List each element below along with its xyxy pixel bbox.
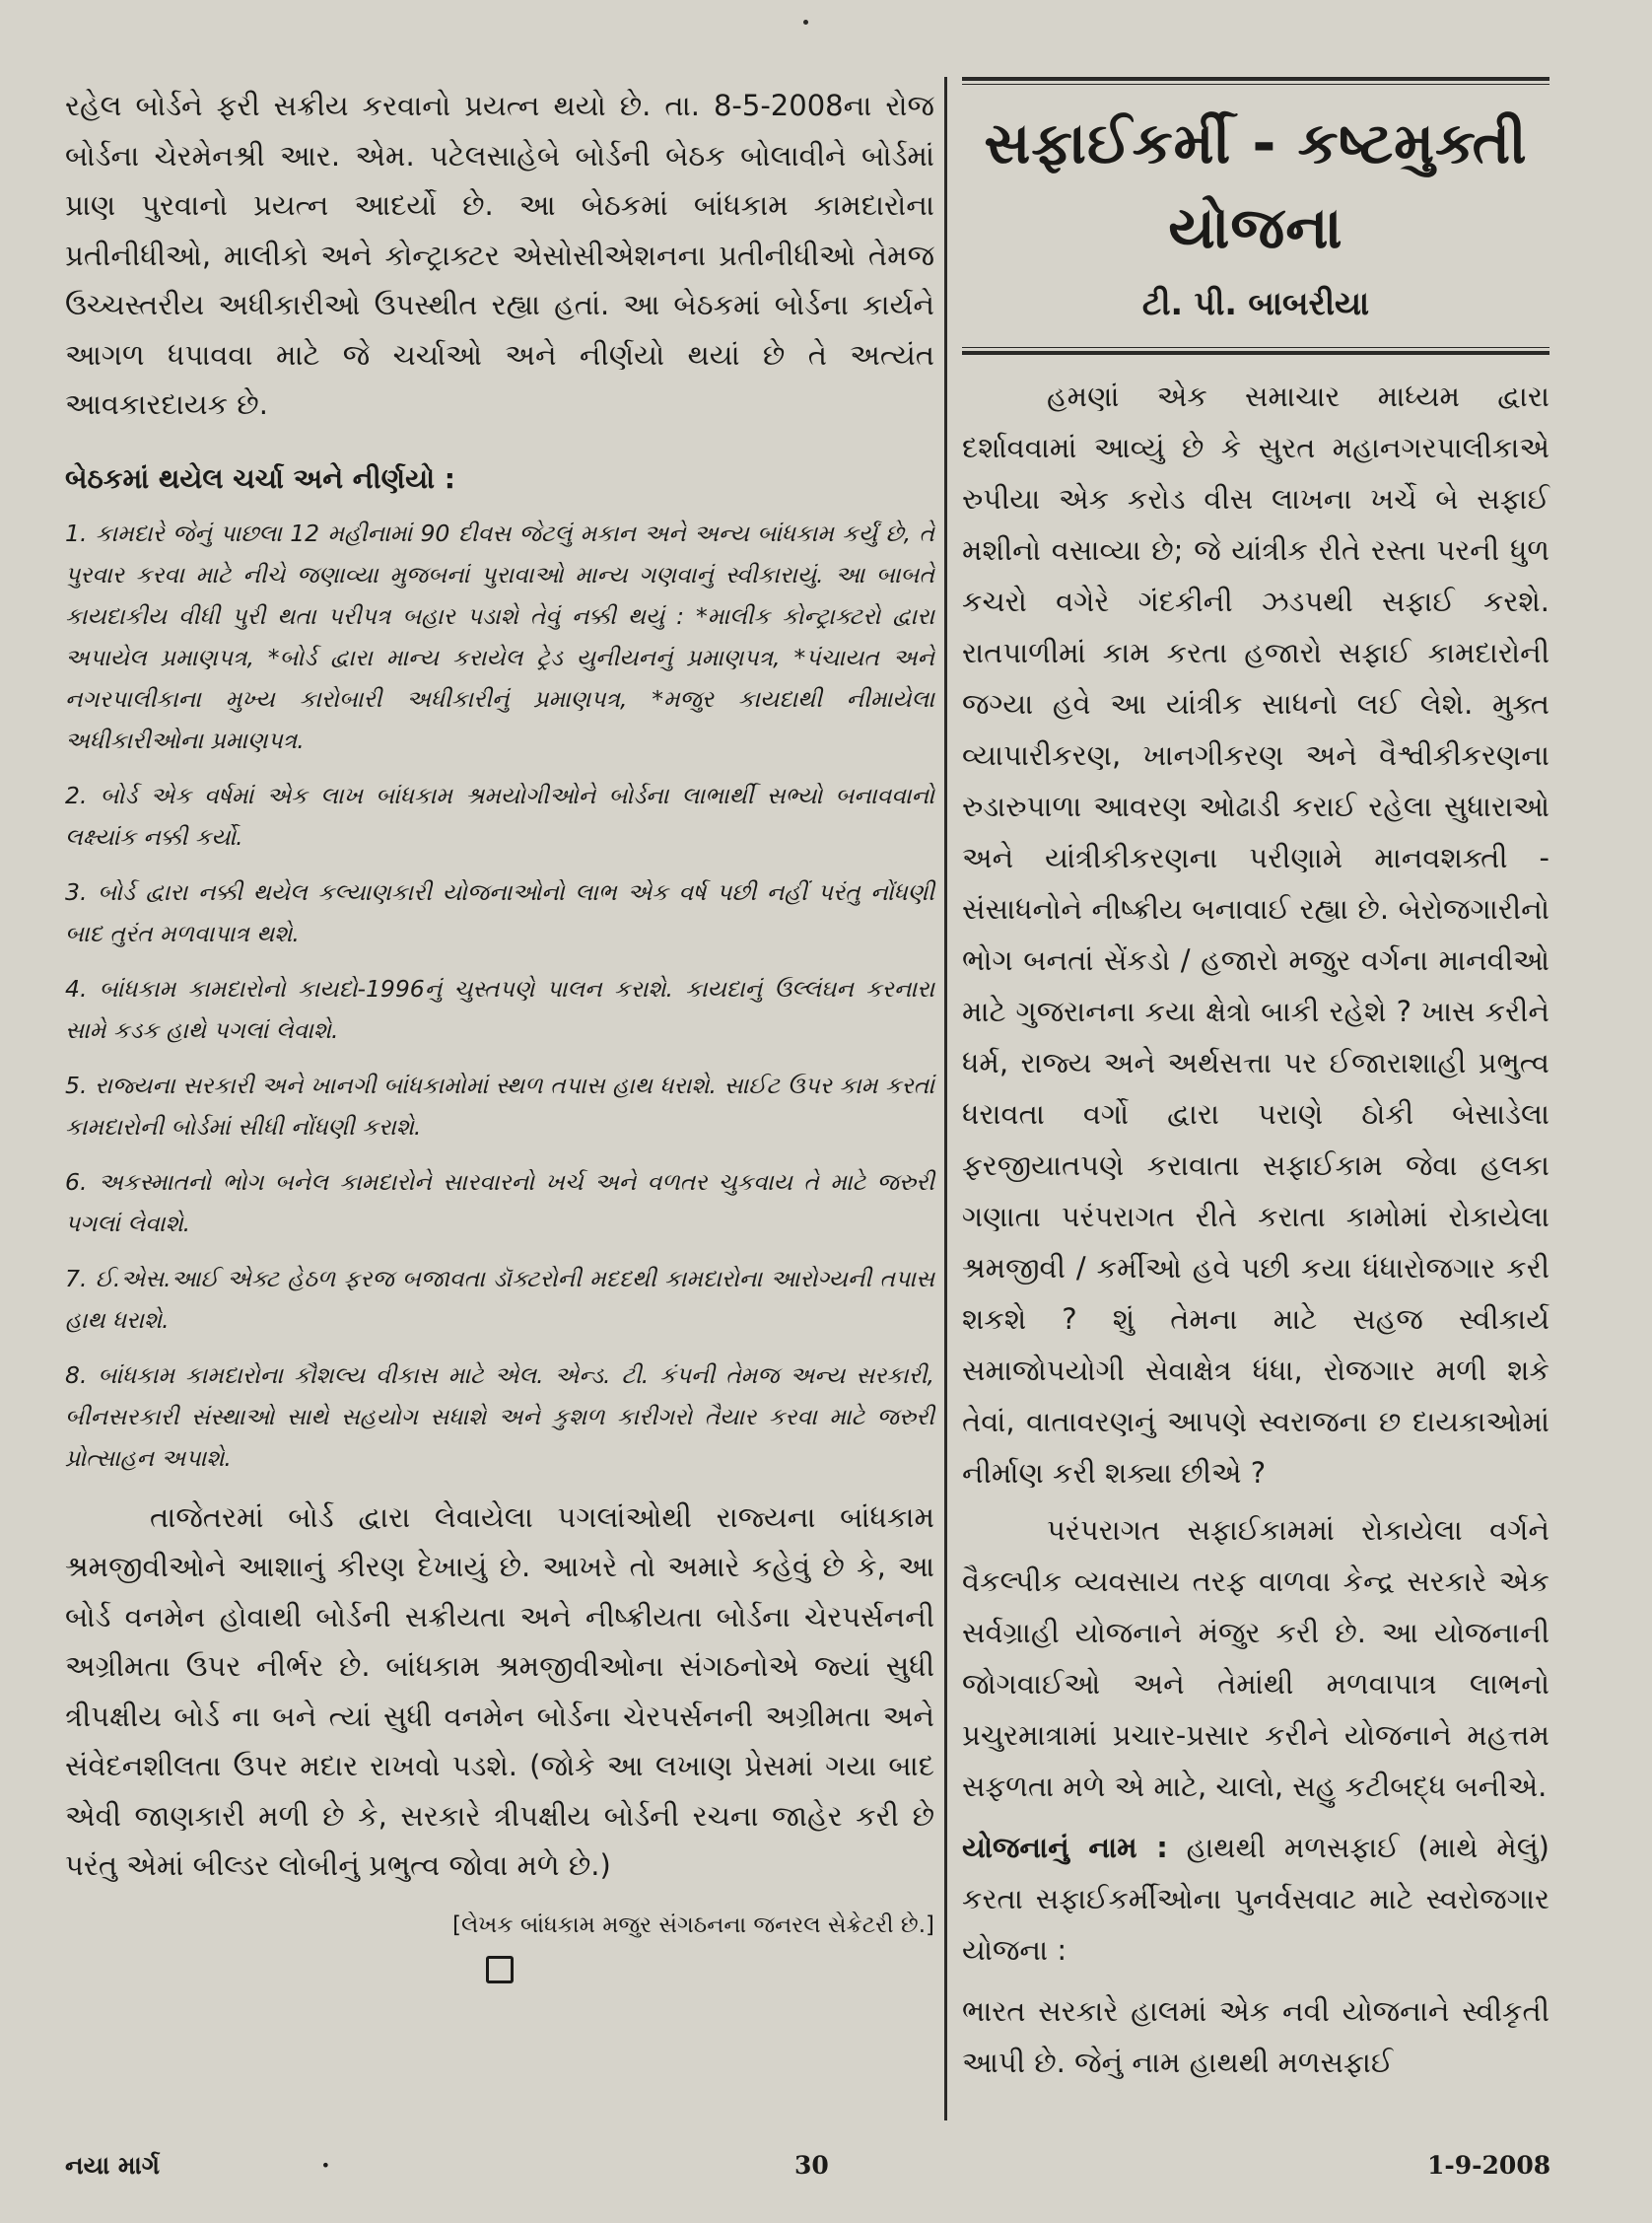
list-item: 2. બોર્ડ એક વર્ષમાં એક લાખ બાંધકામ શ્રમયોગીઓને બોર્ડના લાભાર્થી સભ્યો બનાવવાનો લક્ષ્યાંક નક્કી કર્યો.: [65, 781, 934, 851]
closing-paragraph: તાજેતરમાં બોર્ડ દ્વારા લેવાયેલા પગલાંઓથી રાજ્યના બાંધકામ શ્રમજીવીઓને આશાનું કીરણ દેખાયું છે. આખરે તો અમારે કહેવું છે કે, આ બોર્ડ વનમેન હોવાથી બોર્ડની સક્રીયતા અને નીષ્ક્રીયતા બોર્ડના ચેરપર્સનની અગ્રીમતા ઉપર નીર્ભર છે. બાંધકામ શ્રમજીવીઓના સંગઠનોએ જ્યાં સુધી ત્રીપક્ષીય બોર્ડ ના બને ત્યાં સુધી વનમેન બોર્ડના ચેરપર્સનની અગ્રીમતા અને સંવેદનશીલતા ઉપર મદાર રાખવો પડશે. (જોકે આ લખાણ પ્રેસમાં ગયા બાદ એવી જાણકારી મળી છે કે, સરકારે ત્રીપક્ષીય બોર્ડની રચના જાહેર કરી છે પરંતુ એમાં બીલ્ડર લોબીનું પ્રભુત્વ જોવા મળે છે.): [65, 1499, 934, 1882]
list-item: 6. અકસ્માતનો ભોગ બનેલ કામદારોને સારવારનો ખર્ચ અને વળતર ચુકવાય તે માટે જરુરી પગલાં લેવાશે.: [65, 1167, 934, 1237]
title-rule-top: [962, 77, 1549, 81]
footer-publication: નયા માર્ગ: [65, 2151, 160, 2180]
footer-page-number: 30: [794, 2151, 829, 2180]
list-item: 5. રાજ્યના સરકારી અને ખાનગી બાંધકામોમાં સ્થળ તપાસ હાથ ધરાશે. સાઈટ ઉપર કામ કરતાં કામદારોની બોર્ડમાં સીધી નોંધણી કરાશે.: [65, 1071, 934, 1141]
list-item: 7. ઈ.એસ.આઈ એક્ટ હેઠળ ફરજ બજાવતા ડૉક્ટરોની મદદથી કામદારોના આરોગ્યની તપાસ હાથ ધરાશે.: [65, 1264, 934, 1334]
footer-dot: ·: [321, 2151, 330, 2180]
article-paragraph: ભારત સરકારે હાલમાં એક નવી યોજનાને સ્વીકૃતી આપી છે. જેનું નામ હાથથી મળસફાઈ: [962, 1994, 1549, 2079]
list-item: 1. કામદારે જેનું પાછલા 12 મહીનામાં 90 દીવસ જેટલું મકાન અને અન્ય બાંધકામ કર્યું છે, તે પુરવાર કરવા માટે નીચે જણાવ્યા મુજબનાં પુરાવાઓ માન્ય ગણવાનું સ્વીકારાયું. આ બાબતે કાયદાકીય વીધી પુરી થતા પરીપત્ર બહાર પડાશે તેવું નક્કી થયું : *માલીક કોન્ટ્રાક્ટરો દ્વારા અપાયેલ પ્રમાણપત્ર, *બોર્ડ દ્વારા માન્ય કરાયેલ ટ્રેડ યુનીયનનું પ્રમાણપત્ર, *પંચાયત અને નગરપાલીકાના મુખ્ય કારોબારી અધીકારીનું પ્રમાણપત્ર, *મજુર કાયદાથી નીમાયેલા અધીકારીઓના પ્રમાણપત્ર.: [65, 519, 934, 754]
footer-date: 1-9-2008: [1427, 2151, 1551, 2180]
intro-paragraph: રહેલ બોર્ડને ફરી સક્રીય કરવાનો પ્રયત્ન થયો છે. તા. 8-5-2008ના રોજ બોર્ડના ચેરમેનશ્રી આર. એમ. પટેલસાહેબે બોર્ડની બેઠક બોલાવીને બોર્ડમાં પ્રાણ પુરવાનો પ્રયત્ન આદર્યો છે. આ બેઠકમાં બાંધકામ કામદારોના પ્રતીનીધીઓ, માલીકો અને કોન્ટ્રાક્ટર એસોસીએશનના પ્રતીનીધીઓ તેમજ ઉચ્ચસ્તરીય અધીકારીઓ ઉપસ્થીત રહ્યા હતાં. આ બેઠકમાં બોર્ડના કાર્યને આગળ ધપાવવા માટે જે ચર્ચાઓ અને નીર્ણયો થયાં છે તે અત્યંત આવકારદાયક છે.: [65, 89, 934, 421]
top-dot: [803, 20, 808, 25]
right-column: [962, 77, 1549, 2088]
list-item: 4. બાંધકામ કામદારોનો કાયદો-1996નું ચુસ્તપણે પાલન કરાશે. કાયદાનું ઉલ્લંઘન કરનારા સામે કડક હાથે પગલાં લેવાશે.: [65, 974, 934, 1044]
title-rule-bottom: [962, 351, 1549, 355]
scheme-name: [962, 1822, 1549, 1976]
title-line-1: સફાઈકર્મી - કષ્ટમુક્તી: [984, 109, 1528, 176]
end-mark-icon: [486, 1956, 514, 1983]
author-note: [લેખક બાંધકામ મજુર સંગઠનના જનરલ સેક્રેટરી છે.]: [452, 1911, 934, 1938]
title-rule-top-thin: [962, 84, 1549, 85]
section-heading: બેઠકમાં થયેલ ચર્ચા અને નીર્ણયો :: [65, 461, 455, 495]
title-rule-bottom-thin: [962, 347, 1549, 348]
column-divider: [944, 77, 947, 2120]
title-line-2: યોજના: [1168, 194, 1343, 261]
article-author: ટી. પી. બાબરીયા: [1141, 284, 1370, 322]
list-item: 3. બોર્ડ દ્વારા નક્કી થયેલ કલ્યાણકારી યોજનાઓનો લાભ એક વર્ષ પછી નહીં પરંતુ નોંધણી બાદ તુરંત મળવાપાત્ર થશે.: [65, 877, 934, 947]
scheme-label: યોજનાનું નામ :: [962, 1831, 1168, 1864]
decision-list: [65, 513, 934, 1479]
article-title: [962, 101, 1549, 270]
left-column: [65, 81, 934, 1983]
scheme-text: હાથથી મળસફાઈ (માથે મેલું) કરતા સફાઈકર્મીઓના પુનર્વસવાટ માટે સ્વરોજગાર યોજના :: [962, 1831, 1549, 1967]
list-item: 8. બાંધકામ કામદારોના કૌશલ્ય વીકાસ માટે એલ. એન્ડ. ટી. કંપની તેમજ અન્ય સરકારી, બીનસરકારી સંસ્થાઓ સાથે સહયોગ સધાશે અને કુશળ કારીગરો તૈયાર કરવા માટે જરુરી પ્રોત્સાહન અપાશે.: [65, 1360, 934, 1472]
article-paragraph: પરંપરાગત સફાઈકામમાં રોકાયેલા વર્ગને વૈકલ્પીક વ્યવસાય તરફ વાળવા કેન્દ્ર સરકારે એક સર્વગ્રાહી યોજનાને મંજુર કરી છે. આ યોજનાની જોગવાઈઓ અને તેમાંથી મળવાપાત્ર લાભનો પ્રચુરમાત્રામાં પ્રચાર-પ્રસાર કરીને યોજનાને મહત્તમ સફળતા મળે એ માટે, ચાલો, સહુ કટીબદ્ધ બનીએ.: [962, 1513, 1549, 1803]
article-paragraph: હમણાં એક સમાચાર માધ્યમ દ્વારા દર્શાવવામાં આવ્યું છે કે સુરત મહાનગરપાલીકાએ રુપીયા એક કરોડ વીસ લાખના ખર્ચે બે સફાઈ મશીનો વસાવ્યા છે; જે યાંત્રીક રીતે રસ્તા પરની ધુળ કચરો વગેરે ગંદકીની ઝડપથી સફાઈ કરશે. રાતપાળીમાં કામ કરતા હજારો સફાઈ કામદારોની જગ્યા હવે આ યાંત્રીક સાધનો લઈ લેશે. મુક્ત વ્યાપારીકરણ, ખાનગીકરણ અને વૈશ્વીકીકરણના રુડારુપાળા આવરણ ઓઢાડી કરાઈ રહેલા સુધારાઓ અને યાંત્રીકીકરણના પરીણામે માનવશક્તી - સંસાધનોને નીષ્ક્રીય બનાવાઈ રહ્યા છે. બેરોજગારીનો ભોગ બનતાં સેંકડો / હજારો મજુર વર્ગના માનવીઓ માટે ગુજરાનના કયા ક્ષેત્રો બાકી રહેશે ? ખાસ કરીને ધર્મ, રાજ્ય અને અર્થસત્તા પર ઈજારાશાહી પ્રભુત્વ ધરાવતા વર્ગો દ્વારા પરાણે ઠોકી બેસાડેલા ફરજીયાતપણે કરાવાતા સફાઈકામ જેવા હલકા ગણાતા પરંપરાગત રીતે કરાતા કામોમાં રોકાયેલા શ્રમજીવી / કર્મીઓ હવે પછી કયા ધંધારોજગાર કરી શકશે ? શું તેમના માટે સહજ સ્વીકાર્ય સમાજોપયોગી સેવાક્ષેત્ર ધંધા, રોજગાર મળી શકે તેવાં, વાતાવરણનું આપણે સ્વરાજના છ દાયકાઓમાં નીર્માણ કરી શક્યા છીએ ?: [962, 380, 1549, 1490]
